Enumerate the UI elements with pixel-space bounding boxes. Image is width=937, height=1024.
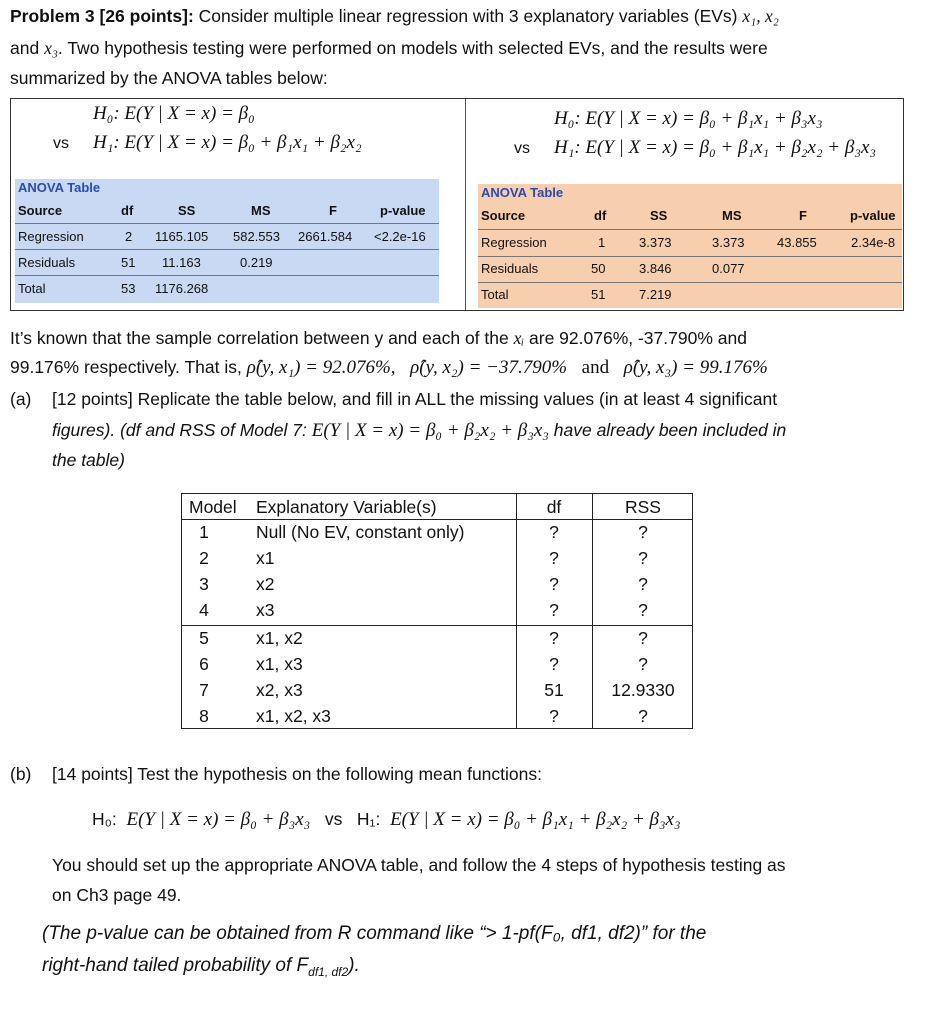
model-rss: ?: [638, 654, 648, 674]
part-b-line-1: [14 points] Test the hypothesis on the following mean functions:: [52, 764, 542, 784]
cell: Residuals: [481, 261, 539, 276]
model-num: 8: [199, 706, 209, 726]
model-rss: ?: [638, 574, 648, 594]
cell: 11.163: [162, 255, 201, 270]
cell: 3.373: [712, 235, 745, 250]
cell: 3.846: [639, 261, 672, 276]
cell: 0.219: [240, 255, 273, 270]
hdr-ms: MS: [251, 203, 271, 218]
model-ev: Null (No EV, constant only): [256, 522, 465, 542]
hdr-ss: SS: [178, 203, 196, 218]
hdr-ev: Explanatory Variable(s): [256, 497, 437, 517]
right-h1: H₁: E(Y | X = x) = β₀ + β₁x₁ + β₂x₂ + β₃x₃: [554, 137, 876, 158]
cell: 1165.105: [155, 229, 209, 244]
cell: 0.077: [712, 261, 745, 276]
cell: 43.855: [777, 235, 817, 250]
anova-caption: ANOVA Table: [481, 185, 564, 200]
part-b-instruction-2: on Ch3 page 49.: [52, 885, 182, 905]
cell: 50: [591, 261, 606, 276]
hdr-pvalue: p-value: [380, 203, 426, 218]
cell: 582.553: [233, 229, 280, 244]
problem-intro-line-3: summarized by the ANOVA tables below:: [10, 68, 328, 88]
hdr-pvalue: p-value: [850, 208, 896, 223]
cell: Regression: [18, 229, 84, 244]
hdr-ss: SS: [650, 208, 668, 223]
cell: 53: [121, 281, 136, 296]
model-rss: ?: [638, 522, 648, 542]
anova-caption: ANOVA Table: [18, 180, 101, 195]
model-rss: ?: [638, 628, 648, 648]
part-a-line-3: the table): [52, 450, 125, 470]
rule: [478, 282, 902, 283]
hdr-ms: MS: [722, 208, 742, 223]
hdr-df: df: [121, 203, 134, 218]
model-ev: x1, x2, x3: [256, 706, 331, 726]
model-num: 5: [199, 628, 209, 648]
part-b-note-1: (The p-value can be obtained from R command like “> 1-pf(F₀, df1, df2)” for the: [42, 923, 707, 944]
model-num: 1: [199, 522, 209, 542]
box-divider: [465, 99, 466, 310]
cell: 1176.268: [155, 281, 209, 296]
rule: [478, 256, 902, 257]
part-b-hypotheses: H₀: E(Y | X = x) = β₀ + β₃x₃ vs H₁: E(Y | X = x) = β₀ + β₁x₁ + β₂x₂ + β₃x₃: [92, 809, 681, 830]
row-separator: [182, 519, 692, 520]
model-num: 4: [199, 600, 209, 620]
hdr-model: Model: [189, 497, 237, 517]
hdr-source: Source: [481, 208, 526, 223]
rule: [478, 229, 902, 230]
problem-intro-line-2: and x₃. Two hypothesis testing were performed on models with selected EVs, and the results were: [10, 38, 768, 58]
rule: [15, 249, 439, 250]
cell: 7.219: [639, 287, 672, 302]
model-df: ?: [549, 548, 559, 568]
model-rss: 12.9330: [611, 680, 675, 700]
model-ev: x2, x3: [256, 680, 303, 700]
cell: <2.2e-16: [374, 229, 426, 244]
rule: [15, 223, 439, 224]
hdr-f: F: [799, 208, 807, 223]
model-rss: ?: [638, 706, 648, 726]
part-b-instruction-1: You should set up the appropriate ANOVA table, and follow the 4 steps of hypothesis testing as: [52, 855, 786, 875]
cell: 2: [125, 229, 133, 244]
model-df: ?: [549, 654, 559, 674]
problem-intro-line-1: Problem 3 [26 points]: Consider multiple linear regression with 3 explanatory variables (EVs) x₁, x₂: [10, 6, 779, 26]
hdr-f: F: [329, 203, 337, 218]
model-ev: x1, x2: [256, 628, 303, 648]
rule: [15, 275, 439, 276]
model-table: [181, 493, 693, 729]
cell: 51: [121, 255, 136, 270]
correlation-line-1: It’s known that the sample correlation between y and each of the xᵢ are 92.076%, -37.790% and: [10, 328, 747, 348]
model-rss: ?: [638, 600, 648, 620]
part-b-label: (b): [10, 764, 32, 784]
cell: 2661.584: [298, 229, 353, 244]
correlation-line-2: 99.176% respectively. That is, ρ̂(y, x₁) = 92.076%, ρ̂(y, x₂) = −37.790% and ρ̂(y, x₃) = 99.176%: [10, 357, 768, 378]
hdr-rss: RSS: [625, 497, 661, 517]
cell: Regression: [481, 235, 547, 250]
anova-table-left: [15, 179, 439, 303]
anova-table-right: [478, 184, 902, 308]
model-df: 51: [544, 680, 564, 700]
cell: Total: [18, 281, 46, 296]
model-rss: ?: [638, 548, 648, 568]
row-separator: [182, 625, 692, 626]
part-b-note-2: right-hand tailed probability of $F_{df1, df2}$).: [42, 955, 360, 979]
left-vs: vs: [53, 135, 69, 152]
hdr-df: df: [546, 497, 562, 517]
model-num: 2: [199, 548, 209, 568]
cell: 2.34e-8: [851, 235, 896, 250]
model-df: ?: [549, 574, 559, 594]
model-ev: x1: [256, 548, 275, 568]
model-num: 3: [199, 574, 209, 594]
part-a-label: (a): [10, 389, 32, 409]
problem-title: Problem 3 [26 points]:: [10, 6, 194, 26]
hypothesis-box: [10, 98, 904, 311]
cell: 3.373: [639, 235, 672, 250]
cell: Total: [481, 287, 509, 302]
left-h0: H₀: E(Y | X = x) = β₀: [93, 103, 255, 124]
hdr-df: df: [594, 208, 607, 223]
model-df: ?: [549, 706, 559, 726]
model-df: ?: [549, 600, 559, 620]
cell: 51: [591, 287, 606, 302]
part-a-line-2: figures). (df and RSS of Model 7: E(Y | X = x) = β₀ + β₂x₂ + β₃x₃ have already been included in: [52, 420, 787, 441]
cell: 1: [598, 235, 606, 250]
model-num: 7: [199, 680, 209, 700]
right-h0: H₀: E(Y | X = x) = β₀ + β₁x₁ + β₃x₃: [554, 108, 823, 129]
left-h1: H₁: E(Y | X = x) = β₀ + β₁x₁ + β₂x₂: [93, 132, 362, 153]
model-ev: x3: [256, 600, 275, 620]
part-a-line-1: [12 points] Replicate the table below, and fill in ALL the missing values (in at least 4 significant: [52, 389, 778, 409]
right-vs: vs: [514, 140, 530, 157]
model-ev: x1, x3: [256, 654, 303, 674]
model-df: ?: [549, 522, 559, 542]
hdr-source: Source: [18, 203, 63, 218]
model-num: 6: [199, 654, 209, 674]
model-df: ?: [549, 628, 559, 648]
model-ev: x2: [256, 574, 275, 594]
cell: Residuals: [18, 255, 76, 270]
